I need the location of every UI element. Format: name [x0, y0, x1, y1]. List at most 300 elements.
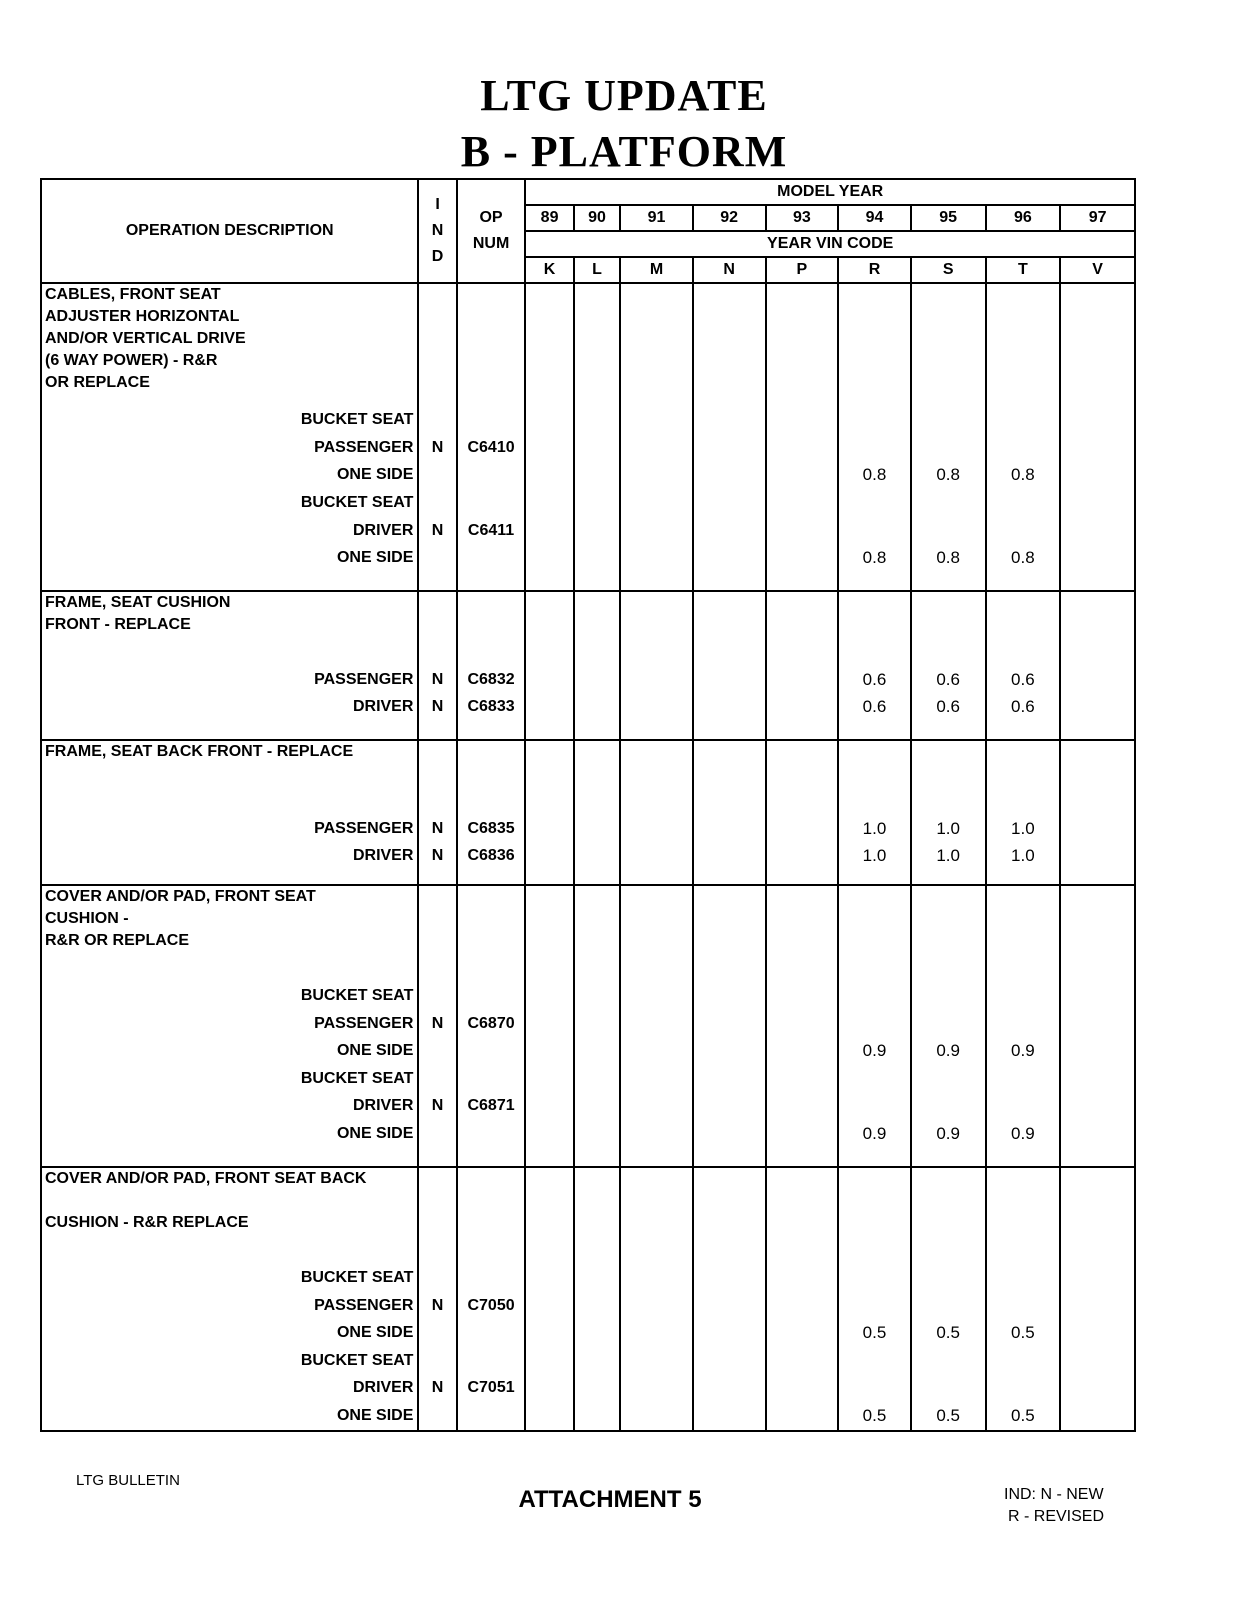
labor-time-91 [620, 462, 693, 490]
empty-cell [766, 1167, 839, 1264]
labor-time-95 [911, 1065, 986, 1093]
ind-cell: N [418, 434, 456, 462]
op-num-cell: C7050 [457, 1292, 526, 1320]
labor-time-94: 0.6 [838, 693, 911, 721]
empty-cell [525, 1430, 573, 1431]
labor-time-89 [525, 843, 573, 871]
labor-time-92 [693, 1010, 766, 1038]
labor-time-91 [620, 1120, 693, 1148]
table-row [41, 1402, 1135, 1430]
labor-time-92 [693, 462, 766, 490]
empty-cell [911, 721, 986, 740]
op-num-header: OP NUM [457, 179, 526, 283]
empty-cell [766, 572, 839, 591]
labor-time-93 [766, 1093, 839, 1121]
ind-cell [418, 489, 456, 517]
labor-time-89 [525, 1065, 573, 1093]
labor-time-93 [766, 1292, 839, 1320]
operation-title: COVER AND/OR PAD, FRONT SEAT BACK CUSHION - R&R REPLACE [41, 1167, 418, 1264]
labor-time-91 [620, 1402, 693, 1430]
year-90: 90 [574, 205, 620, 231]
year-vin-code-header: YEAR VIN CODE [525, 231, 1135, 257]
empty-cell [620, 870, 693, 885]
empty-cell [574, 885, 620, 982]
vin-code-l: L [574, 257, 620, 283]
labor-time-97 [1060, 1347, 1135, 1375]
empty-cell [457, 740, 526, 815]
section-header-row [41, 885, 1135, 982]
labor-time-96 [986, 1264, 1061, 1292]
labor-time-93 [766, 1120, 839, 1148]
empty-cell [693, 1148, 766, 1167]
empty-cell [1060, 283, 1135, 407]
labor-time-92 [693, 1120, 766, 1148]
labor-time-97 [1060, 1038, 1135, 1066]
empty-cell [1060, 721, 1135, 740]
labor-time-96 [986, 982, 1061, 1010]
labor-time-94: 0.8 [838, 544, 911, 572]
empty-cell [911, 1430, 986, 1431]
table-row [41, 517, 1135, 545]
labor-time-90 [574, 517, 620, 545]
labor-time-95 [911, 1010, 986, 1038]
labor-time-97 [1060, 693, 1135, 721]
labor-time-92 [693, 434, 766, 462]
labor-time-90 [574, 1264, 620, 1292]
sub-operation-label: BUCKET SEAT [41, 1347, 418, 1375]
empty-cell [838, 1167, 911, 1264]
vin-code-r: R [838, 257, 911, 283]
empty-cell [525, 740, 573, 815]
table-row [41, 1319, 1135, 1347]
labor-time-94 [838, 434, 911, 462]
empty-cell [986, 721, 1061, 740]
labor-time-95: 0.5 [911, 1319, 986, 1347]
sub-operation-label: DRIVER [41, 1374, 418, 1402]
labor-time-91 [620, 544, 693, 572]
model-year-header: MODEL YEAR [525, 179, 1135, 205]
labor-time-93 [766, 815, 839, 843]
labor-time-92 [693, 489, 766, 517]
labor-time-97 [1060, 982, 1135, 1010]
empty-cell [986, 591, 1061, 666]
op-num-cell: C6835 [457, 815, 526, 843]
labor-time-96: 0.6 [986, 666, 1061, 694]
op-num-cell: C6411 [457, 517, 526, 545]
empty-cell [986, 1167, 1061, 1264]
empty-cell [986, 740, 1061, 815]
labor-time-95: 0.6 [911, 666, 986, 694]
labor-time-93 [766, 544, 839, 572]
labor-time-95 [911, 1093, 986, 1121]
labor-time-91 [620, 1292, 693, 1320]
empty-cell [766, 885, 839, 982]
section-header-row [41, 283, 1135, 407]
labor-time-95: 0.9 [911, 1038, 986, 1066]
empty-cell [574, 572, 620, 591]
labor-time-92 [693, 666, 766, 694]
operation-title: CABLES, FRONT SEAT ADJUSTER HORIZONTAL AND/OR VERTICAL DRIVE (6 WAY POWER) - R&R OR REPLACE [41, 283, 418, 407]
labor-time-89 [525, 1347, 573, 1375]
empty-cell [1060, 885, 1135, 982]
section-header-row [41, 591, 1135, 666]
labor-time-96: 1.0 [986, 815, 1061, 843]
empty-cell [457, 1167, 526, 1264]
labor-time-89 [525, 434, 573, 462]
table-row [41, 666, 1135, 694]
empty-cell [457, 870, 526, 885]
empty-cell [693, 870, 766, 885]
labor-time-91 [620, 517, 693, 545]
empty-cell [620, 1167, 693, 1264]
ind-cell [418, 462, 456, 490]
labor-time-89 [525, 693, 573, 721]
empty-cell [986, 283, 1061, 407]
section-end-row [41, 1148, 1135, 1167]
table-row [41, 407, 1135, 435]
empty-cell [418, 283, 456, 407]
empty-cell [620, 591, 693, 666]
labor-time-96: 0.9 [986, 1038, 1061, 1066]
labor-time-93 [766, 1374, 839, 1402]
labor-time-90 [574, 544, 620, 572]
sub-operation-label: PASSENGER [41, 666, 418, 694]
sub-operation-label: BUCKET SEAT [41, 1264, 418, 1292]
empty-cell [620, 283, 693, 407]
table-row [41, 815, 1135, 843]
operation-title: FRAME, SEAT CUSHION FRONT - REPLACE [41, 591, 418, 666]
labor-time-91 [620, 1093, 693, 1121]
labor-time-95: 0.9 [911, 1120, 986, 1148]
labor-time-89 [525, 462, 573, 490]
labor-time-97 [1060, 1010, 1135, 1038]
labor-time-90 [574, 815, 620, 843]
ind-cell [418, 1065, 456, 1093]
labor-time-table [40, 178, 1136, 1432]
labor-time-94 [838, 1264, 911, 1292]
footer-attachment: ATTACHMENT 5 [518, 1486, 702, 1513]
labor-time-97 [1060, 1120, 1135, 1148]
labor-time-97 [1060, 434, 1135, 462]
table-row [41, 1374, 1135, 1402]
sub-operation-label: PASSENGER [41, 1010, 418, 1038]
labor-time-95: 0.6 [911, 693, 986, 721]
empty-cell [1060, 591, 1135, 666]
labor-time-91 [620, 407, 693, 435]
footer-legend [1004, 1484, 1104, 1528]
labor-time-94 [838, 982, 911, 1010]
labor-time-97 [1060, 462, 1135, 490]
labor-time-90 [574, 666, 620, 694]
empty-cell [41, 1148, 418, 1167]
empty-cell [911, 591, 986, 666]
empty-cell [911, 572, 986, 591]
empty-cell [693, 1430, 766, 1431]
empty-cell [838, 740, 911, 815]
labor-time-93 [766, 1010, 839, 1038]
empty-cell [457, 1430, 526, 1431]
sub-operation-label: DRIVER [41, 843, 418, 871]
labor-time-89 [525, 1010, 573, 1038]
op-num-cell [457, 1038, 526, 1066]
empty-cell [418, 1148, 456, 1167]
sub-operation-label: BUCKET SEAT [41, 489, 418, 517]
labor-time-95 [911, 517, 986, 545]
labor-time-94 [838, 1010, 911, 1038]
empty-cell [1060, 1430, 1135, 1431]
labor-time-89 [525, 1292, 573, 1320]
labor-time-95: 1.0 [911, 843, 986, 871]
empty-cell [766, 721, 839, 740]
labor-time-90 [574, 1065, 620, 1093]
empty-cell [574, 721, 620, 740]
ind-cell [418, 1347, 456, 1375]
labor-time-89 [525, 407, 573, 435]
empty-cell [766, 870, 839, 885]
labor-time-97 [1060, 815, 1135, 843]
op-num-cell [457, 407, 526, 435]
labor-time-89 [525, 666, 573, 694]
labor-time-96 [986, 1093, 1061, 1121]
labor-time-96: 0.9 [986, 1120, 1061, 1148]
year-91: 91 [620, 205, 693, 231]
op-num-cell: C6410 [457, 434, 526, 462]
empty-cell [986, 1430, 1061, 1431]
empty-cell [693, 721, 766, 740]
empty-cell [620, 885, 693, 982]
operation-title: FRAME, SEAT BACK FRONT - REPLACE [41, 740, 418, 815]
labor-time-91 [620, 1347, 693, 1375]
labor-time-92 [693, 693, 766, 721]
labor-time-94: 0.5 [838, 1402, 911, 1430]
labor-time-94 [838, 407, 911, 435]
labor-time-96 [986, 434, 1061, 462]
labor-time-89 [525, 1319, 573, 1347]
year-93: 93 [766, 205, 839, 231]
table-row [41, 434, 1135, 462]
labor-time-91 [620, 815, 693, 843]
empty-cell [838, 870, 911, 885]
labor-time-94 [838, 1374, 911, 1402]
year-96: 96 [986, 205, 1061, 231]
labor-time-94: 0.5 [838, 1319, 911, 1347]
empty-cell [838, 283, 911, 407]
empty-cell [418, 591, 456, 666]
labor-time-93 [766, 1065, 839, 1093]
labor-time-94 [838, 1093, 911, 1121]
labor-time-92 [693, 517, 766, 545]
ind-cell [418, 1264, 456, 1292]
labor-time-90 [574, 982, 620, 1010]
labor-time-90 [574, 434, 620, 462]
empty-cell [838, 1430, 911, 1431]
labor-time-94: 1.0 [838, 815, 911, 843]
labor-time-93 [766, 666, 839, 694]
labor-time-90 [574, 843, 620, 871]
labor-time-89 [525, 544, 573, 572]
labor-time-96: 0.8 [986, 462, 1061, 490]
empty-cell [457, 1148, 526, 1167]
op-num-cell [457, 544, 526, 572]
table-row [41, 843, 1135, 871]
labor-time-95: 0.8 [911, 544, 986, 572]
labor-time-94: 0.8 [838, 462, 911, 490]
sub-operation-label: BUCKET SEAT [41, 982, 418, 1010]
empty-cell [911, 1148, 986, 1167]
labor-time-94: 0.6 [838, 666, 911, 694]
labor-time-90 [574, 1010, 620, 1038]
empty-cell [574, 283, 620, 407]
empty-cell [418, 740, 456, 815]
empty-cell [418, 1430, 456, 1431]
labor-time-96 [986, 489, 1061, 517]
sub-operation-label: ONE SIDE [41, 544, 418, 572]
labor-time-96: 0.5 [986, 1319, 1061, 1347]
section-header-row [41, 740, 1135, 815]
labor-time-95: 0.8 [911, 462, 986, 490]
table-row [41, 1264, 1135, 1292]
empty-cell [766, 1430, 839, 1431]
labor-time-92 [693, 843, 766, 871]
ind-cell: N [418, 666, 456, 694]
year-94: 94 [838, 205, 911, 231]
op-num-cell [457, 462, 526, 490]
empty-cell [986, 572, 1061, 591]
sub-operation-label: DRIVER [41, 693, 418, 721]
labor-time-91 [620, 666, 693, 694]
ind-cell: N [418, 1010, 456, 1038]
labor-time-91 [620, 434, 693, 462]
empty-cell [620, 572, 693, 591]
labor-time-94 [838, 489, 911, 517]
vin-code-s: S [911, 257, 986, 283]
ind-cell [418, 407, 456, 435]
empty-cell [457, 721, 526, 740]
empty-cell [766, 283, 839, 407]
labor-time-90 [574, 1292, 620, 1320]
ind-header: I N D [418, 179, 456, 283]
year-95: 95 [911, 205, 986, 231]
page-subtitle: B - PLATFORM [460, 127, 788, 176]
op-num-cell: C6836 [457, 843, 526, 871]
empty-cell [418, 885, 456, 982]
empty-cell [574, 1430, 620, 1431]
labor-time-93 [766, 434, 839, 462]
labor-time-90 [574, 1093, 620, 1121]
sub-operation-label: DRIVER [41, 517, 418, 545]
labor-time-95: 1.0 [911, 815, 986, 843]
labor-time-93 [766, 1347, 839, 1375]
labor-time-96: 0.6 [986, 693, 1061, 721]
labor-time-90 [574, 693, 620, 721]
labor-time-95 [911, 489, 986, 517]
labor-time-96: 1.0 [986, 843, 1061, 871]
labor-time-92 [693, 1402, 766, 1430]
empty-cell [766, 740, 839, 815]
empty-cell [911, 870, 986, 885]
table-row [41, 1065, 1135, 1093]
table-row [41, 1292, 1135, 1320]
empty-cell [574, 870, 620, 885]
footer-bulletin: LTG BULLETIN [76, 1472, 180, 1489]
table-row [41, 1120, 1135, 1148]
labor-time-92 [693, 1065, 766, 1093]
empty-cell [525, 572, 573, 591]
labor-time-93 [766, 1402, 839, 1430]
table-header [41, 179, 1135, 283]
labor-time-91 [620, 1374, 693, 1402]
sub-operation-label: ONE SIDE [41, 1038, 418, 1066]
empty-cell [41, 572, 418, 591]
table-row [41, 1093, 1135, 1121]
labor-time-91 [620, 489, 693, 517]
labor-time-94 [838, 517, 911, 545]
table-body [41, 283, 1135, 1431]
labor-time-90 [574, 1319, 620, 1347]
labor-time-92 [693, 1292, 766, 1320]
empty-cell [911, 283, 986, 407]
labor-time-93 [766, 693, 839, 721]
labor-time-93 [766, 982, 839, 1010]
labor-time-89 [525, 1093, 573, 1121]
sub-operation-label: ONE SIDE [41, 1120, 418, 1148]
empty-cell [457, 885, 526, 982]
empty-cell [418, 572, 456, 591]
labor-time-89 [525, 517, 573, 545]
sub-operation-label: ONE SIDE [41, 462, 418, 490]
ind-cell: N [418, 517, 456, 545]
labor-time-91 [620, 843, 693, 871]
empty-cell [574, 591, 620, 666]
table-row [41, 982, 1135, 1010]
vin-code-v: V [1060, 257, 1135, 283]
empty-cell [1060, 870, 1135, 885]
labor-time-97 [1060, 1374, 1135, 1402]
empty-cell [766, 1148, 839, 1167]
ind-cell [418, 1038, 456, 1066]
labor-time-89 [525, 982, 573, 1010]
labor-time-94 [838, 1292, 911, 1320]
section-end-row [41, 1430, 1135, 1431]
ind-cell [418, 1120, 456, 1148]
sub-operation-label: ONE SIDE [41, 1402, 418, 1430]
year-92: 92 [693, 205, 766, 231]
empty-cell [838, 572, 911, 591]
sub-operation-label: PASSENGER [41, 1292, 418, 1320]
empty-cell [838, 885, 911, 982]
labor-time-90 [574, 1402, 620, 1430]
empty-cell [986, 885, 1061, 982]
empty-cell [911, 885, 986, 982]
labor-time-92 [693, 1093, 766, 1121]
empty-cell [525, 591, 573, 666]
empty-cell [525, 885, 573, 982]
section-end-row [41, 721, 1135, 740]
labor-time-97 [1060, 1093, 1135, 1121]
labor-time-96: 0.5 [986, 1402, 1061, 1430]
op-num-cell: C6832 [457, 666, 526, 694]
table-row [41, 693, 1135, 721]
labor-time-89 [525, 815, 573, 843]
labor-time-95: 0.5 [911, 1402, 986, 1430]
ind-cell [418, 1402, 456, 1430]
labor-time-93 [766, 462, 839, 490]
labor-time-96 [986, 1347, 1061, 1375]
vin-code-k: K [525, 257, 573, 283]
op-num-cell: C6833 [457, 693, 526, 721]
labor-time-92 [693, 1038, 766, 1066]
ind-cell: N [418, 1292, 456, 1320]
